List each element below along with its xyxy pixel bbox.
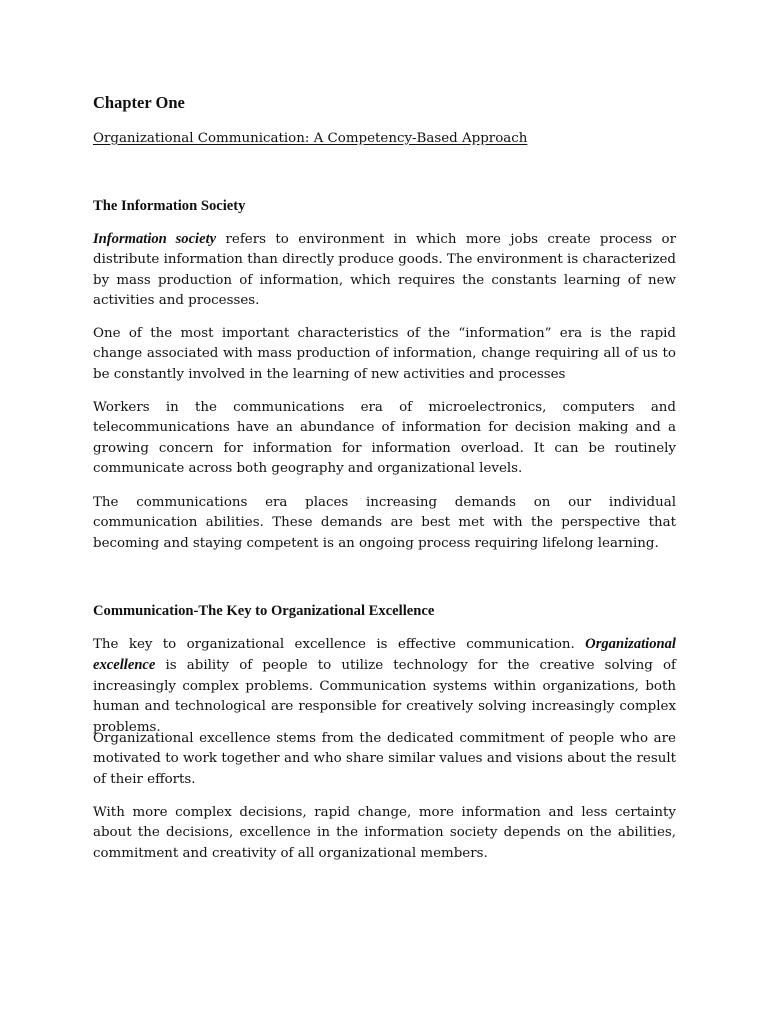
paragraph-information-era: One of the most important characteristics of the “information” era is the rapid change associated with mass production of information, change requiring all of us to be constantly involved in the learning of new activities and processes: [93, 326, 676, 382]
paragraph-text: refers to environment in which more jobs create process or distribute information than directly produce goods. The environment is characterized by mass production of information, which requires the constants learning of new activities and processes.: [93, 232, 676, 309]
term-organizational-excellence: Organizational excellence: [93, 636, 676, 674]
term-information-society: Information society: [93, 231, 217, 247]
paragraph-dedicated-commitment: Organizational excellence stems from the dedicated commitment of people who are motivated to work together and who share similar values and visions about the result of their efforts.: [93, 731, 676, 787]
paragraph-text: is ability of people to utilize technology for the creative solving of increasingly complex problems. Communication systems within organizations, both human and technological are responsible for creatively solving increasingly complex problems.: [93, 658, 676, 735]
paragraph-complex-decisions: With more complex decisions, rapid change, more information and less certainty about the decisions, excellence in the information society depends on the abilities, commitment and creativity of all organizational members.: [93, 805, 676, 861]
paragraph-information-society-definition: [93, 229, 676, 312]
section-heading-information-society: The Information Society: [93, 198, 246, 214]
paragraph-communication-demands: The communications era places increasing demands on our individual communication abilities. These demands are best met with the perspective that becoming and staying competent is an ongoing process requiring lifelong learning.: [93, 495, 676, 551]
chapter-subtitle: Organizational Communication: A Competency-Based Approach: [93, 131, 528, 146]
section-heading-organizational-excellence: Communication-The Key to Organizational Excellence: [93, 603, 435, 619]
chapter-title: Chapter One: [93, 93, 185, 112]
paragraph-communications-era-workers: Workers in the communications era of microelectronics, computers and telecommunications have an abundance of information for decision making and a growing concern for information for information overload. It can be routinely communicate across both geography and organizational levels.: [93, 400, 676, 477]
paragraph-text: The key to organizational excellence is effective communication.: [93, 637, 586, 652]
paragraph-organizational-excellence-definition: [93, 634, 676, 738]
